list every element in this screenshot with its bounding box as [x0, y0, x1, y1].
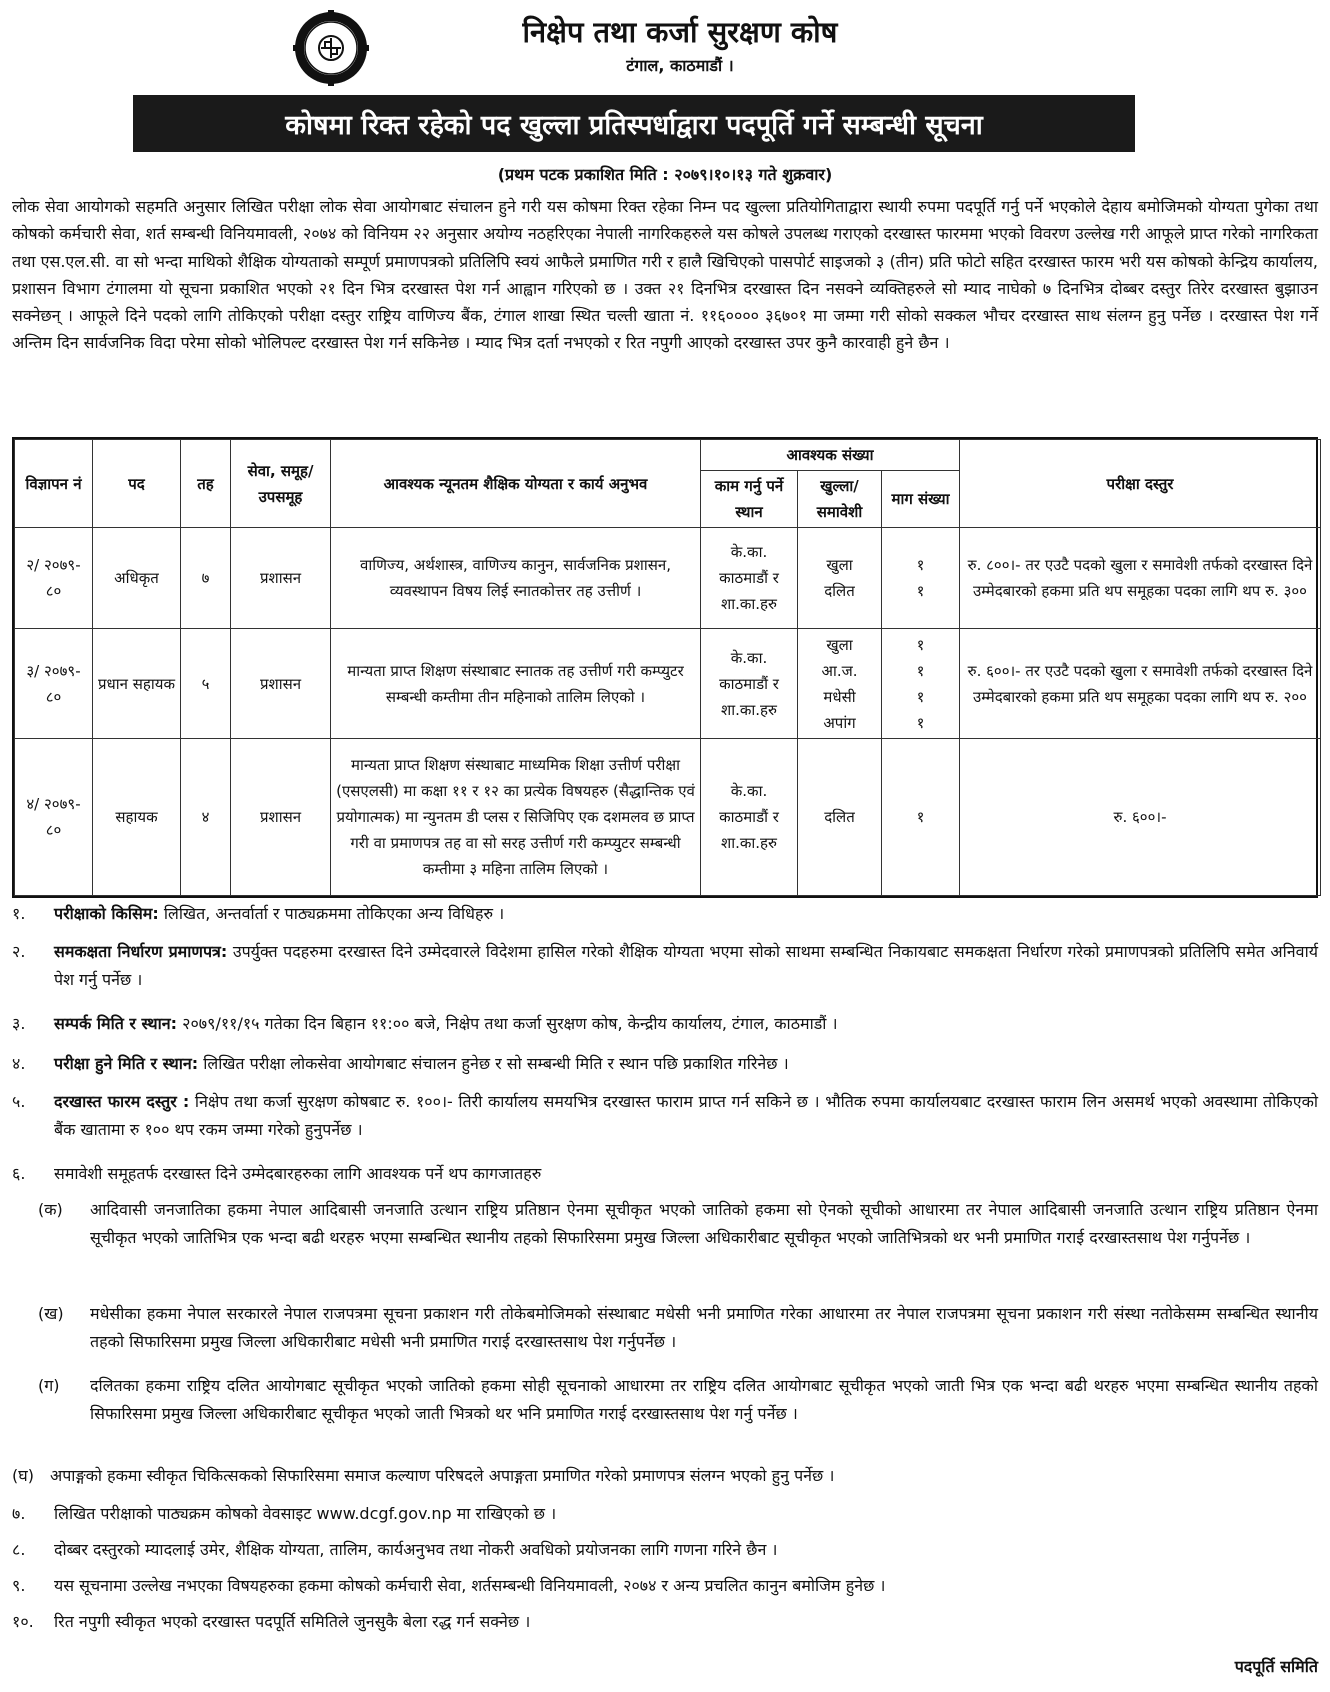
note-text: उपर्युक्त पदहरुमा दरखास्त दिने उम्मेदवारले विदेशमा हासिल गरेको शैक्षिक योग्यता भएमा सोको साथमा सम्बन्धित निकायबाट समकक्षता निर्धारण गरेको प्रमाणपत्रको प्रतिलिपि समेत अनिवार्य पेश गर्नु पर्नेछ ।: [54, 942, 1319, 989]
notice-title: कोषमा रिक्त रहेको पद खुल्ला प्रतिस्पर्धाद्वारा पदपूर्ति गर्ने सम्बन्धी सूचना: [285, 110, 983, 141]
note-label: सम्पर्क मिति र स्थान:: [54, 1014, 178, 1033]
sub-note-number: (घ): [12, 1466, 34, 1485]
count: १: [916, 582, 925, 601]
category: आ.ज.: [821, 661, 858, 680]
cell-counts: [882, 739, 960, 896]
note-text: समावेशी समूहतर्फ दरखास्त दिने उम्मेदबारहरुका लागि आवश्यक पर्ने थप कागजातहरु: [54, 1164, 542, 1183]
cell-qualification: मान्यता प्राप्त शिक्षण संस्थाबाट स्नातक तह उत्तीर्ण गरी कम्प्युटर सम्बन्धी कम्तीमा तीन महिनाको तालिम लिएको ।: [331, 629, 701, 739]
category: दलित: [824, 582, 855, 601]
sub-note-text: मधेसीका हकमा नेपाल सरकारले नेपाल राजपत्रमा सूचना प्रकाशन गरी तोकेबमोजिमको संस्थाबाट मधेसी भनी प्रमाणित गरेका आधारमा तर नेपाल राजपत्रमा सूचना प्रकाशन गरी संस्था नतोकेसम्म सम्बन्धित स्थानीय तहको सिफारिसमा प्रमुख जिल्ला अधिकारीबाट मधेसी भनी प्रमाणित गराई दरखास्तसाथ पेश गर्नुपर्नेछ ।: [90, 1304, 1318, 1351]
note-label: दरखास्त फारम दस्तुर :: [54, 1092, 190, 1111]
sub-note-text: अपाङ्गको हकमा स्वीकृत चिकित्सकको सिफारिसमा समाज कल्याण परिषदले अपाङ्गता प्रमाणित गरेको प्रमाणपत्र संलग्न भएको हुनु पर्नेछ ।: [50, 1466, 835, 1485]
cell-categories: [798, 739, 882, 896]
note-text: लिखित परीक्षाको पाठ्यक्रम कोषको वेवसाइट www.dcgf.gov.np मा राखिएको छ ।: [54, 1504, 557, 1523]
note-label: परीक्षा हुने मिति र स्थान:: [54, 1054, 199, 1073]
count: १: [916, 687, 925, 706]
intro-paragraph: लोक सेवा आयोगको सहमति अनुसार लिखित परीक्षा लोक सेवा आयोगबाट संचालन हुने गरी यस कोषमा रिक्त रहेका निम्न पद खुल्ला प्रतियोगिताद्वारा स्थायी रुपमा पदपूर्ति गर्नु पर्ने भएकोले देहाय बमोजिमको योग्यता पुगेका तथा कोषको कर्मचारी सेवा, शर्त सम्बन्धी विनियमावली, २०७४ को विनियम २२ अनुसार अयोग्य नठहरिएका नेपाली नागरिकहरुले यस कोषले उपलब्ध गराएको दरखास्त फारममा भएको विवरण उल्लेख गरी आफूले प्राप्त गरेको नागरिकता तथा एस.एल.सी. वा सो भन्दा माथिको शैक्षिक योग्यताको सम्पूर्ण प्रमाणपत्रको प्रतिलिपि स्वयं आफैले प्रमाणित गरी र हालै खिचिएको पासपोर्ट साइजको ३ (तीन) प्रति फोटो सहित दरखास्त फारम भरी यस कोषको केन्द्रिय कार्यालय, प्रशासन विभाग टंगालमा यो सूचना प्रकाशित भएको २१ दिन भित्र दरखास्त पेश गर्न आह्वान गरिएको छ । उक्त २१ दिनभित्र दरखास्त दिन नसक्ने व्यक्तिहरुले सो म्याद नाघेको ७ दिनभित्र दोब्बर दस्तुर तिरेर दरखास्त बुझाउन सक्नेछन् । आफूले दिने पदको लागि तोकिएको परीक्षा दस्तुर राष्ट्रिय वाणिज्य बैंक, टंगाल शाखा स्थित चल्ती खाता नं. ११६०००० ३६७०१ मा जम्मा गरी सोको सक्कल भौचर दरखास्त साथ संलग्न हुनु पर्नेछ । दरखास्त पेश गर्ने अन्तिम दिन सार्वजनिक विदा परेमा सोको भोलिपल्ट दरखास्त पेश गर्न सकिनेछ । म्याद भित्र दर्ता नभएको र रित नपुगी आएको दरखास्त उपर कुनै कारवाही हुने छैन ।: [12, 197, 1318, 353]
note-number: ४.: [12, 1054, 26, 1073]
header-required-count: आवश्यक संख्या: [701, 440, 960, 471]
header-open-inclusive: खुल्ला/ समावेशी: [798, 471, 882, 528]
cell-service: प्रशासन: [231, 739, 331, 896]
cell-post: अधिकृत: [93, 528, 181, 629]
note-text: रित नपुगी स्वीकृत भएको दरखास्त पदपूर्ति समितिले जुनसुकै बेला रद्ध गर्न सक्नेछ ।: [54, 1612, 531, 1631]
note-number: ६.: [12, 1164, 26, 1183]
note-number: १०.: [12, 1612, 34, 1631]
cell-categories: [798, 528, 882, 629]
cell-post: प्रधान सहायक: [93, 629, 181, 739]
header-service: सेवा, समूह/ उपसमूह: [231, 440, 331, 528]
header-work-place: काम गर्नु पर्ने स्थान: [701, 471, 798, 528]
note-text: यस सूचनामा उल्लेख नभएका विषयहरुका हकमा कोषको कर्मचारी सेवा, शर्तसम्बन्धी विनियमावली, २०७४ र अन्य प्रचलित कानुन बमोजिम हुनेछ ।: [54, 1576, 886, 1595]
count: १: [916, 661, 925, 680]
header-exam-fee: परीक्षा दस्तुर: [960, 440, 1321, 528]
cell-fee: रु. ६००।-: [960, 739, 1321, 896]
cell-categories: [798, 629, 882, 739]
count: १: [916, 635, 925, 654]
sub-note-text: दलितका हकमा राष्ट्रिय दलित आयोगबाट सूचीकृत भएको जातिको हकमा सोही सूचनाको आधारमा तर राष्ट्रिय दलित आयोगबाट सूचीकृत भएको जाती भित्र एक भन्दा बढी थरहरु भएमा सम्बन्धित स्थानीय तहको सिफारिसमा प्रमुख जिल्ला अधिकारीबाट सूचीकृत भएको जाती भित्रको थर भनि प्रमाणित गराई दरखास्तसाथ पेश गर्नु पर्नेछ ।: [90, 1376, 1318, 1423]
cell-fee: रु. ८००।- तर एउटै पदको खुला र समावेशी तर्फको दरखास्त दिने उम्मेदबारको हकमा प्रति थप समूहका पदका लागि थप रु. ३००: [960, 528, 1321, 629]
cell-counts: [882, 629, 960, 739]
vacancy-table-wrapper: [12, 437, 1318, 898]
note-number: ३.: [12, 1014, 26, 1033]
note-text: निक्षेप तथा कर्जा सुरक्षण कोषबाट रु. १००।- तिरी कार्यालय समयभित्र दरखास्त फाराम प्राप्त गर्न सकिने छ । भौतिक रुपमा कार्यालयबाट दरखास्त फाराम लिन असमर्थ भएको अवस्थामा तोकिएको बैंक खातामा रु १०० थप रकम जम्मा गरेको हुनुपर्नेछ ।: [54, 1092, 1319, 1139]
cell-fee: रु. ६००।- तर एउटै पदको खुला र समावेशी तर्फको दरखास्त दिने उम्मेदबारको हकमा प्रति थप समूहका पदका लागि थप रु. २००: [960, 629, 1321, 739]
note-text: २०७९/११/१५ गतेका दिन बिहान ११:०० बजे, निक्षेप तथा कर्जा सुरक्षण कोष, केन्द्रीय कार्यालय, टंगाल, काठमाडौं ।: [177, 1014, 838, 1033]
note-text: लिखित परीक्षा लोकसेवा आयोगबाट संचालन हुनेछ र सो सम्बन्धी मिति र स्थान पछि प्रकाशित गरिनेछ ।: [198, 1054, 789, 1073]
note-number: १.: [12, 904, 26, 923]
category: मधेसी: [823, 687, 856, 706]
note-text: दोब्बर दस्तुरको म्यादलाई उमेर, शैक्षिक योग्यता, तालिम, कार्यअनुभव तथा नोकरी अवधिको प्रयोजनका लागि गणना गरिने छैन ।: [54, 1540, 778, 1559]
header-adv-no: विज्ञापन नं: [15, 440, 93, 528]
cell-adv-no: ३/ २०७९- ८०: [15, 629, 93, 739]
cell-work-place: के.का. काठमाडौं र शा.का.हरु: [701, 629, 798, 739]
note-number: ७.: [12, 1504, 26, 1523]
sub-note-number: (ग): [38, 1376, 60, 1395]
header-post: पद: [93, 440, 181, 528]
note-label: समकक्षता निर्धारण प्रमाणपत्र:: [54, 942, 228, 961]
cell-adv-no: ४/ २०७९- ८०: [15, 739, 93, 896]
header-level: तह: [181, 440, 231, 528]
cell-work-place: के.का. काठमाडौं र शा.का.हरु: [701, 528, 798, 629]
table-row: [15, 739, 1321, 896]
note-label: परीक्षाको किसिम:: [54, 904, 159, 923]
organization-name: निक्षेप तथा कर्जा सुरक्षण कोष: [522, 15, 838, 49]
cell-level: ४: [181, 739, 231, 896]
vacancy-table: [14, 439, 1321, 896]
category: खुला: [826, 556, 853, 575]
cell-service: प्रशासन: [231, 528, 331, 629]
cell-post: सहायक: [93, 739, 181, 896]
cell-work-place: के.का. काठमाडौं र शा.का.हरु: [701, 739, 798, 896]
publication-date: (प्रथम पटक प्रकाशित मिति : २०७९।१०।१३ गते शुक्रवार): [497, 165, 833, 184]
cell-counts: [882, 528, 960, 629]
count: १: [916, 808, 925, 827]
cell-adv-no: २/ २०७९- ८०: [15, 528, 93, 629]
category: खुला: [826, 635, 853, 654]
organization-address: टंगाल, काठमाडौं ।: [626, 56, 734, 75]
table-row: [15, 528, 1321, 629]
organization-seal-icon: [293, 10, 369, 86]
cell-qualification: वाणिज्य, अर्थशास्त्र, वाणिज्य कानुन, सार्वजनिक प्रशासन, व्यवस्थापन विषय लिई स्नातकोत्तर तह उत्तीर्ण ।: [331, 528, 701, 629]
sub-note-text: आदिवासी जनजातिका हकमा नेपाल आदिबासी जनजाति उत्थान राष्ट्रिय प्रतिष्ठान ऐनमा सूचीकृत भएको जातिको हकमा सो ऐनको सूचीको आधारमा तर नेपाल आदिबासी जनजाति उत्थान राष्ट्रिय प्रतिष्ठान ऐनमा सूचीकृत भएको जातिभित्र एक भन्दा बढी थरहरु भएमा सम्बन्धित स्थानीय तहको सिफारिसमा प्रमुख जिल्ला अधिकारीबाट सूचीकृत भएको जातिभित्रको थर भनी प्रमाणित गराई दरखास्तसाथ पेश गर्नुपर्नेछ ।: [90, 1200, 1318, 1247]
sub-note-number: (क): [38, 1200, 63, 1219]
cell-service: प्रशासन: [231, 629, 331, 739]
cell-level: ७: [181, 528, 231, 629]
note-text: लिखित, अन्तर्वार्ता र पाठ्यक्रममा तोकिएका अन्य विधिहरु ।: [158, 904, 505, 923]
category: अपांग: [823, 713, 856, 732]
note-number: २.: [12, 942, 26, 961]
header-qualification: आवश्यक न्यूनतम शैक्षिक योग्यता र कार्य अनुभव: [331, 440, 701, 528]
signature: पदपूर्ति समिति: [1234, 1657, 1318, 1676]
sub-note-number: (ख): [38, 1304, 64, 1323]
count: १: [916, 713, 925, 732]
table-row: [15, 629, 1321, 739]
note-number: ८.: [12, 1540, 26, 1559]
count: १: [916, 556, 925, 575]
cell-qualification: मान्यता प्राप्त शिक्षण संस्थाबाट माध्यमिक शिक्षा उत्तीर्ण परीक्षा (एसएलसी) मा कक्षा ११ र १२ का प्रत्येक विषयहरु (सैद्धान्तिक एवं प्रयोगात्मक) मा न्युनतम डी प्लस र सिजिपिए एक दशमलव छ प्राप्त गरी वा प्रमाणपत्र तह वा सो सरह उत्तीर्ण गरी कम्प्युटर सम्बन्धी कम्तीमा ३ महिना तालिम लिएको ।: [331, 739, 701, 896]
notice-title-banner: [133, 95, 1135, 152]
note-number: ९.: [12, 1576, 26, 1595]
header-demand-count: माग संख्या: [882, 471, 960, 528]
cell-level: ५: [181, 629, 231, 739]
category: दलित: [824, 808, 855, 827]
note-number: ५.: [12, 1092, 26, 1111]
